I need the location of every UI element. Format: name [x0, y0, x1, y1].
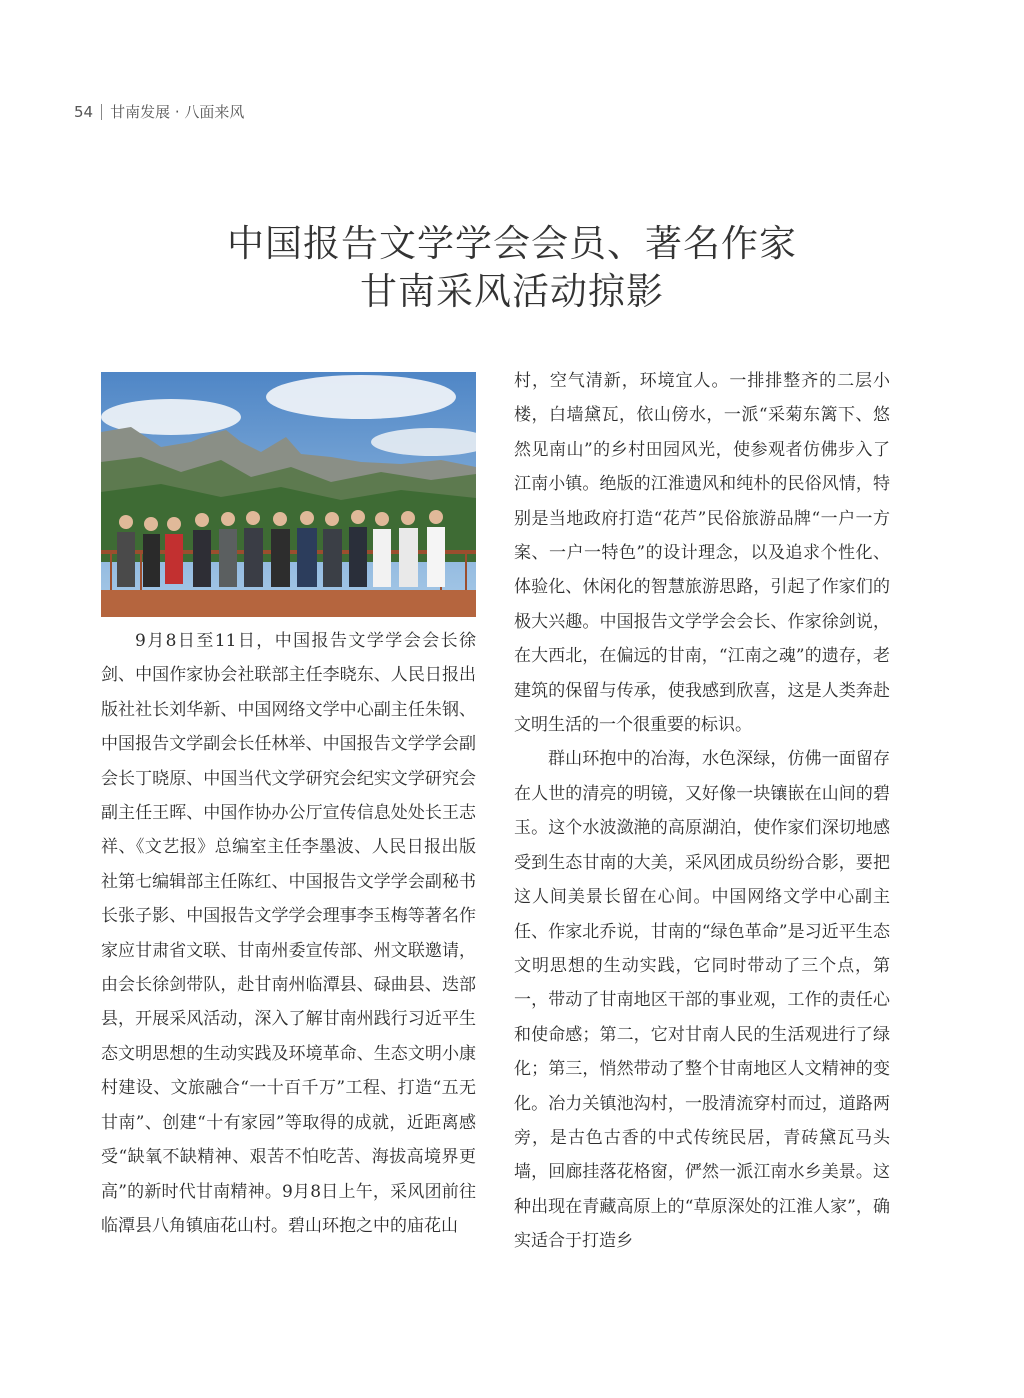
body-paragraph-continued: 村，空气清新，环境宜人。一排排整齐的二层小楼，白墙黛瓦，依山傍水，一派“采菊东篱下、悠然见南山”的乡村田园风光，使参观者仿佛步入了江南小镇。绝版的江淮遗风和纯朴的民俗风情，特别是当地政府打造“花芦”民俗旅游品牌“一户一方案、一户一特色”的设计理念，以及追求个性化、体验化、休闲化的智慧旅游思路，引起了作家们的极大兴趣。中国报告文学学会会长、作家徐剑说，在大西北，在偏远的甘南，“江南之魂”的遗存，老建筑的保留与传承，使我感到欣喜，这是人类奔赴文明生活的一个很重要的标识。 [514, 371, 890, 736]
article-title-line-2: 甘南采风活动掠影 [360, 270, 664, 313]
body-paragraph: 9月8日至11日，中国报告文学学会会长徐剑、中国作家协会社联部主任李晓东、人民日报出版社社长刘华新、中国网络文学中心副主任朱钢、中国报告文学副会长任林举、中国报告文学学会副会长丁晓原、中国当代文学研究会纪实文学研究会副主任王晖、中国作协办公厅宣传信息处处长王志祥、《文艺报》总编室主任李墨波、人民日报出版社第七编辑部主任陈红、中国报告文学学会副秘书长张子影、中国报告文学学会理事李玉梅等著名作家应甘肃省文联、甘南州委宣传部、州文联邀请，由会长徐剑带队，赴甘南州临潭县、碌曲县、迭部县，开展采风活动，深入了解甘南州践行习近平生态文明思想的生动实践及环境革命、生态文明小康村建设、文旅融合“一十百千万”工程、打造“五无甘南”、创建“十有家园”等取得的成就，近距离感受“缺氧不缺精神、艰苦不怕吃苦、海拔高境界更高”的新时代甘南精神。9月8日上午，采风团前往临潭县八角镇庙花山村。碧山环抱之中的庙花山 [101, 631, 476, 1236]
article-title-line-1: 中国报告文学学会会员、著名作家 [227, 222, 797, 265]
left-column [101, 624, 476, 1243]
body-paragraph: 群山环抱中的冶海，水色深绿，仿佛一面留存在人世的清亮的明镜，又好像一块镶嵌在山间的碧玉。这个水波潋滟的高原湖泊，使作家们深切地感受到生态甘南的大美，采风团成员纷纷合影，要把这人间美景长留在心间。中国网络文学中心副主任、作家北乔说，甘南的“绿色革命”是习近平生态文明思想的生动实践，它同时带动了三个点，第一，带动了甘南地区干部的事业观，工作的责任心和使命感；第二，它对甘南人民的生活观进行了绿化；第三，悄然带动了整个甘南地区人文精神的变化。冶力关镇池沟村，一股清流穿村而过，道路两旁，是古色古香的中式传统民居，青砖黛瓦马头墙，回廊挂落花格窗，俨然一派江南水乡美景。这种出现在青藏高原上的“草原深处的江淮人家”，确实适合于打造乡 [514, 749, 890, 1252]
right-column [514, 364, 890, 1259]
header-divider [101, 104, 102, 120]
section-title: 甘南发展 · 八面来风 [110, 103, 245, 121]
page-number: 54 [74, 102, 94, 121]
group-photo-illustration [101, 372, 476, 617]
group-photo [101, 372, 476, 617]
running-head [74, 101, 244, 122]
